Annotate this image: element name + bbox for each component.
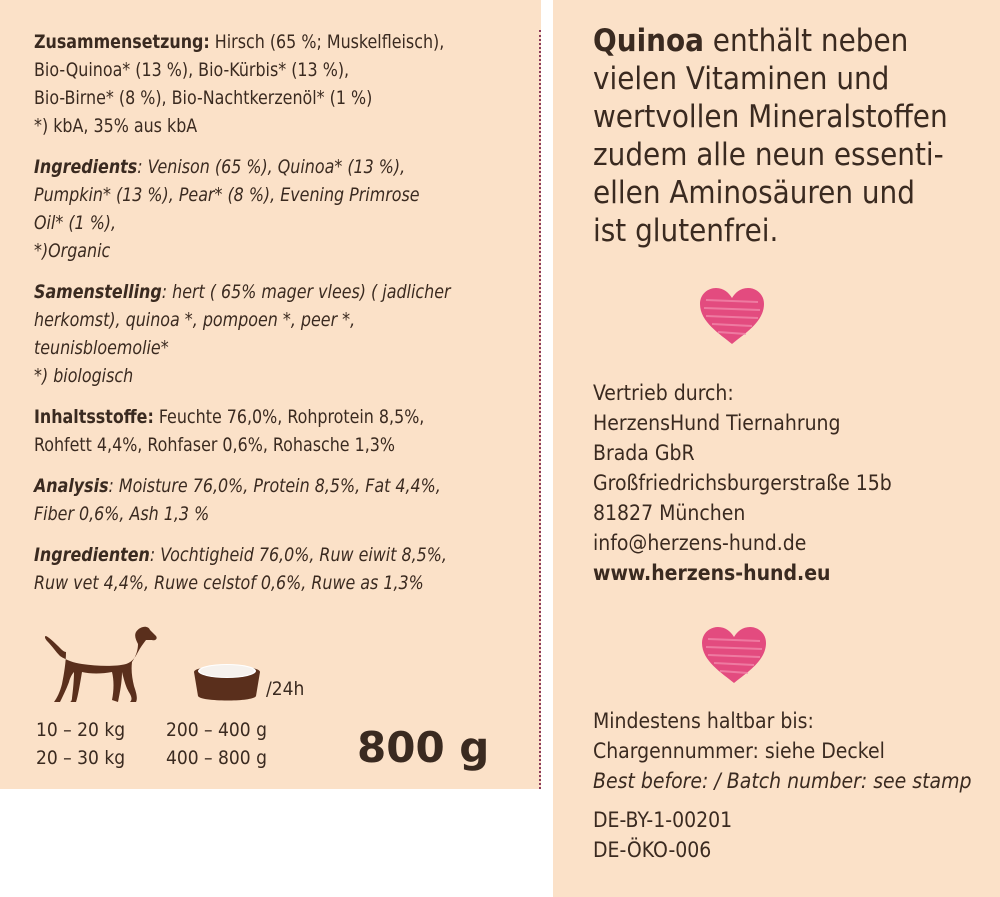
ingredients-text xyxy=(34,28,499,610)
analysis-en-label: Analysis xyxy=(34,475,109,497)
composition-nl-label: Samenstelling xyxy=(34,281,162,303)
composition-de: Zusammensetzung: Hirsch (65 %; Muskelfleisch), Bio-Quinoa* (13 %), Bio-Kürbis* (13 %), Bio-Birne* (8 %), Bio-Nachtkerzenöl* (1 %) *) kbA, 35% aus kbA xyxy=(34,31,445,137)
ingredients-en-label: Ingredients xyxy=(34,156,138,178)
dotted-divider xyxy=(539,30,541,789)
net-weight: 800 g xyxy=(357,723,490,772)
food-amount: 200 – 400 g xyxy=(166,719,267,741)
analysis-nl-label: Ingredienten xyxy=(34,544,150,566)
email-link[interactable]: info@herzens-hund.de xyxy=(593,531,807,555)
quinoa-bold: Quinoa xyxy=(593,23,704,59)
feeding-row xyxy=(36,744,267,772)
analysis-de: Inhaltsstoffe: Feuchte 76,0%, Rohprotein 8,5%, Rohfett 4,4%, Rohfaser 0,6%, Rohasche 1,3% xyxy=(34,406,425,456)
analysis-nl: Ingredienten: Vochtigheid 76,0%, Ruw eiwit 8,5%, Ruw vet 4,4%, Ruwe celstof 0,6%, Ruwe as 1,3% xyxy=(34,544,447,594)
analysis-en: Analysis: Moisture 76,0%, Protein 8,5%, Fat 4,4%, Fiber 0,6%, Ash 1,3 % xyxy=(34,475,441,525)
website-link[interactable]: www.herzens-hund.eu xyxy=(593,561,831,585)
dog-weight: 10 – 20 kg xyxy=(36,719,126,741)
dog-silhouette-icon xyxy=(40,622,158,704)
feeding-row xyxy=(36,716,267,744)
analysis-de-label: Inhaltsstoffe: xyxy=(34,406,154,428)
food-amount: 400 – 800 g xyxy=(166,747,267,769)
best-before-info: Mindestens haltbar bis: Chargennummer: siehe Deckel Best before: / Batch number: see stamp xyxy=(593,709,972,793)
food-bowl-icon xyxy=(190,658,264,704)
composition-nl: Samenstelling: hert ( 65% mager vlees) ( jadlicher herkomst), quinoa *, pompoen *, peer *, teunisbloemolie* *) biologisch xyxy=(34,281,451,387)
composition-de-label: Zusammensetzung: xyxy=(34,31,210,53)
dog-weight: 20 – 30 kg xyxy=(36,747,126,769)
feeding-table xyxy=(36,716,267,772)
heart-icon xyxy=(698,286,766,346)
heart-icon xyxy=(700,625,768,685)
certification-codes: DE-BY-1-00201 DE-ÖKO-006 xyxy=(593,808,733,862)
quinoa-description: Quinoa enthält neben vielen Vitaminen und wertvollen Mineralstoffen zudem alle neun essenti- ellen Aminosäuren und ist glutenfrei. xyxy=(593,23,948,249)
per-day-label: /24h xyxy=(266,678,305,700)
distributor-address: Vertrieb durch: HerzensHund Tiernahrung Brada GbR Großfriedrichsburgerstraße 15b 81827 München info@herzens-hund.de www.herzens-hund.eu xyxy=(593,378,892,588)
ingredients-en: Ingredients: Venison (65 %), Quinoa* (13 %), Pumpkin* (13 %), Pear* (8 %), Evening Primrose Oil* (1 %), *)Organic xyxy=(34,156,420,262)
